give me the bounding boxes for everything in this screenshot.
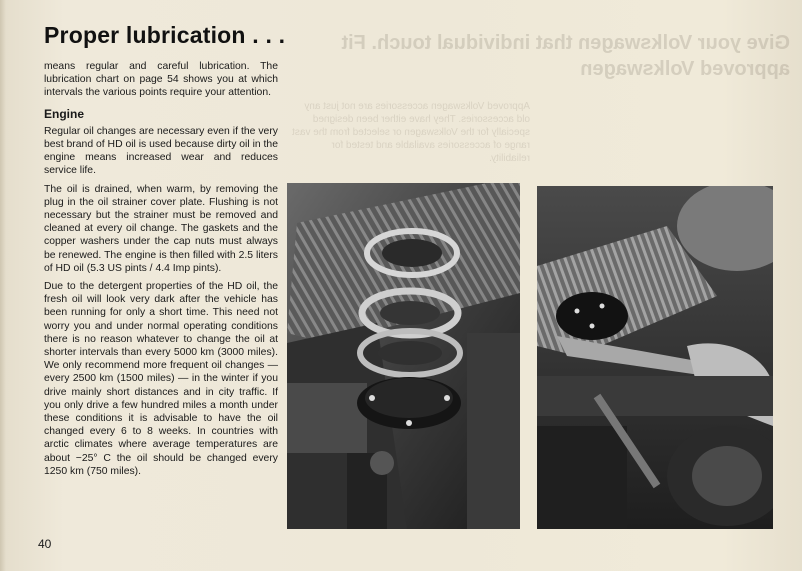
page-title: Proper lubrication . . . [44, 22, 286, 48]
page-fold-shadow [0, 0, 6, 571]
engine-underside-photo [287, 183, 520, 529]
page-number: 40 [38, 537, 52, 551]
paragraph-intervals: Due to the detergent properties of the HD oil, the fresh oil will look very dark after the vehicle has been running for only a short time. This need not worry you and under normal operating conditions there is no reason whatever to change the oil at shorter intervals than every 5000 km (3000 miles). We only recommend more frequent oil changes — every 2500 km (1500 miles) — in the winter if you drive mainly short distances and in city traffic. If you only drive a few hundred miles a month under these conditions it is advisable to have the oil changed every 6 to 8 weeks. In countries with arctic climates where average temperatures are about −25° C the oil should be changed every 1250 km (750 miles). [44, 281, 278, 477]
oil-strainer-photo [537, 186, 773, 529]
bleed-through-text: Approved Volkswagen accessories are not just any old accessories. They have either been designed specially for the Volkswagen or selected from the vast range of accessories available and tested for reliability. [292, 101, 530, 164]
paragraph-oil-changes: Regular oil changes are necessary even if the very best brand of HD oil is used because dirty oil in the engine means increased wear and reduces service life. [44, 125, 278, 177]
section-heading-engine: Engine [44, 106, 85, 121]
body-text-column [44, 60, 278, 483]
intro-paragraph: means regular and careful lubrication. The lubrication chart on page 54 shows you at which intervals the various points require your attention. [44, 61, 278, 99]
paragraph-draining: The oil is drained, when warm, by removing the plug in the oil strainer cover plate. Flushing is not necessary but the strainer must be removed and cleaned at every oil change. The gaskets and the copper washers under the cap nuts must always be renewed. The engine is then filled with 2.5 liters of HD oil (5.3 US pints / 4.4 Imp pints). [44, 183, 278, 274]
bleed-through-title: Give your Volkswagen that individual touch. Fit approved Volkswagen [341, 32, 790, 80]
